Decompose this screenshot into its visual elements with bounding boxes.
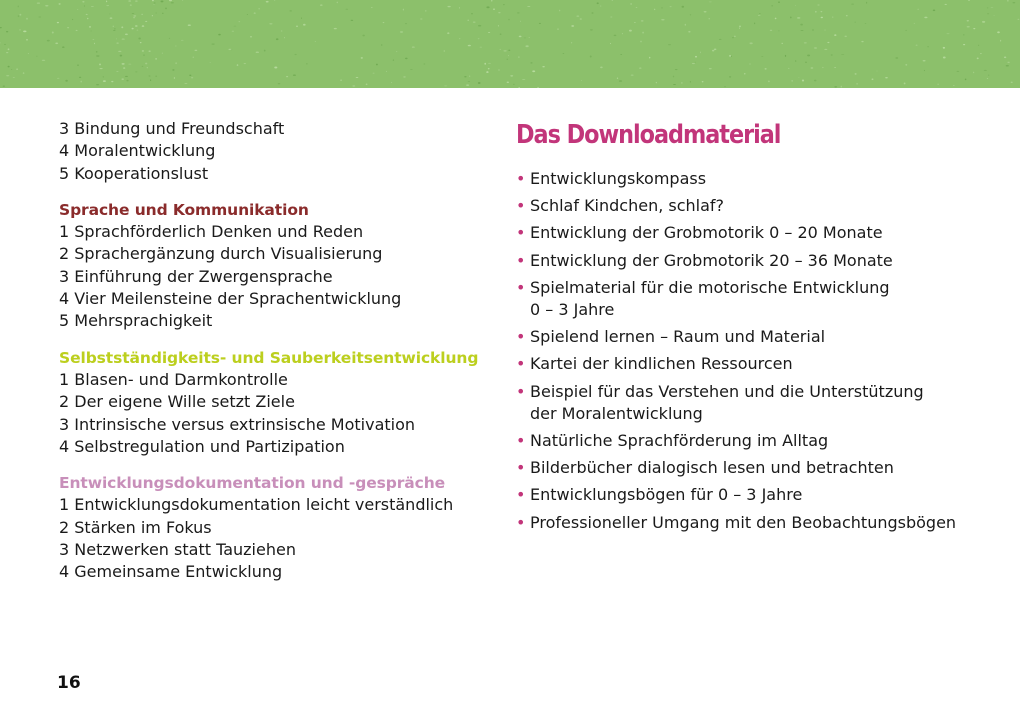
section-documentation [59, 472, 479, 583]
list-item: 5 Mehrsprachigkeit [59, 311, 213, 331]
download-item [516, 457, 986, 479]
download-item [516, 168, 986, 190]
download-item [516, 430, 986, 452]
bullet-icon: • [516, 327, 526, 347]
section-language [59, 199, 479, 333]
download-item-text: Kartei der kindlichen Ressourcen [530, 354, 793, 374]
bullet-icon: • [516, 512, 526, 532]
list-item: 4 Gemeinsame Entwicklung [59, 562, 283, 582]
list-item: 1 Blasen- und Darmkontrolle [59, 369, 288, 389]
speckle-texture [0, 0, 1020, 88]
download-item-text: Beispiel für das Verstehen und die Unterstützung [530, 381, 924, 401]
bullet-icon: • [516, 431, 526, 451]
list-item: 3 Netzwerken statt Tauziehen [59, 540, 296, 560]
download-list [516, 168, 986, 534]
download-item-text: Spielend lernen – Raum und Material [530, 327, 826, 347]
download-item [516, 250, 986, 272]
download-item-text: Natürliche Sprachförderung im Alltag [530, 431, 829, 451]
list-item: 1 Sprachförderlich Denken und Reden [59, 222, 364, 242]
download-item-text: Bilderbücher dialogisch lesen und betrachten [530, 458, 894, 478]
download-item [516, 512, 986, 534]
bullet-icon: • [516, 458, 526, 478]
download-item [516, 353, 986, 375]
download-item-text: Schlaf Kindchen, schlaf? [530, 196, 725, 216]
page-number: 16 [57, 673, 81, 693]
download-item-text: der Moralentwicklung [530, 403, 703, 423]
download-item-text: Entwicklungsbögen für 0 – 3 Jahre [530, 485, 803, 505]
download-column [516, 116, 986, 539]
list-item: 3 Bindung und Freundschaft [59, 119, 285, 138]
list-item: 5 Kooperationslust [59, 163, 209, 183]
decorative-header-band [0, 0, 1020, 88]
download-item-text: Entwicklung der Grobmotorik 0 – 20 Monate [530, 223, 883, 243]
bullet-icon: • [516, 223, 526, 243]
list-item: 2 Der eigene Wille setzt Ziele [59, 392, 295, 412]
download-item-text: Entwicklungskompass [530, 169, 707, 188]
section-heading: Sprache und Kommunikation [59, 200, 309, 219]
download-item [516, 381, 986, 426]
bullet-icon: • [516, 169, 526, 188]
list-item: 4 Selbstregulation und Partizipation [59, 436, 345, 456]
download-item [516, 222, 986, 244]
intro-list [59, 118, 479, 185]
download-item-text: Professioneller Umgang mit den Beobachtungsbögen [530, 512, 957, 532]
list-item: 1 Entwicklungsdokumentation leicht verständlich [59, 495, 454, 515]
bullet-icon: • [516, 277, 526, 297]
section-independence [59, 347, 479, 458]
list-item: 3 Intrinsische versus extrinsische Motivation [59, 414, 416, 434]
download-item [516, 277, 986, 322]
list-item: 2 Stärken im Fokus [59, 517, 212, 537]
download-item-text: 0 – 3 Jahre [530, 300, 615, 320]
list-item: 4 Moralentwicklung [59, 141, 216, 161]
download-item-text: Entwicklung der Grobmotorik 20 – 36 Monate [530, 250, 893, 270]
download-item-text: Spielmaterial für die motorische Entwicklung [530, 277, 890, 297]
bullet-icon: • [516, 381, 526, 401]
bullet-icon: • [516, 250, 526, 270]
bullet-icon: • [516, 196, 526, 216]
download-item [516, 195, 986, 217]
list-item: 4 Vier Meilensteine der Sprachentwicklung [59, 289, 402, 309]
download-item [516, 326, 986, 348]
download-item [516, 484, 986, 506]
bullet-icon: • [516, 354, 526, 374]
bullet-icon: • [516, 485, 526, 505]
list-item: 2 Sprachergänzung durch Visualisierung [59, 244, 383, 264]
contents-column [59, 118, 479, 584]
section-heading: Selbstständigkeits- und Sauberkeitsentwicklung [59, 348, 479, 367]
list-item: 3 Einführung der Zwergensprache [59, 266, 333, 286]
section-heading: Entwicklungsdokumentation und -gespräche [59, 474, 446, 493]
download-title: Das Downloadmaterial [516, 120, 781, 150]
